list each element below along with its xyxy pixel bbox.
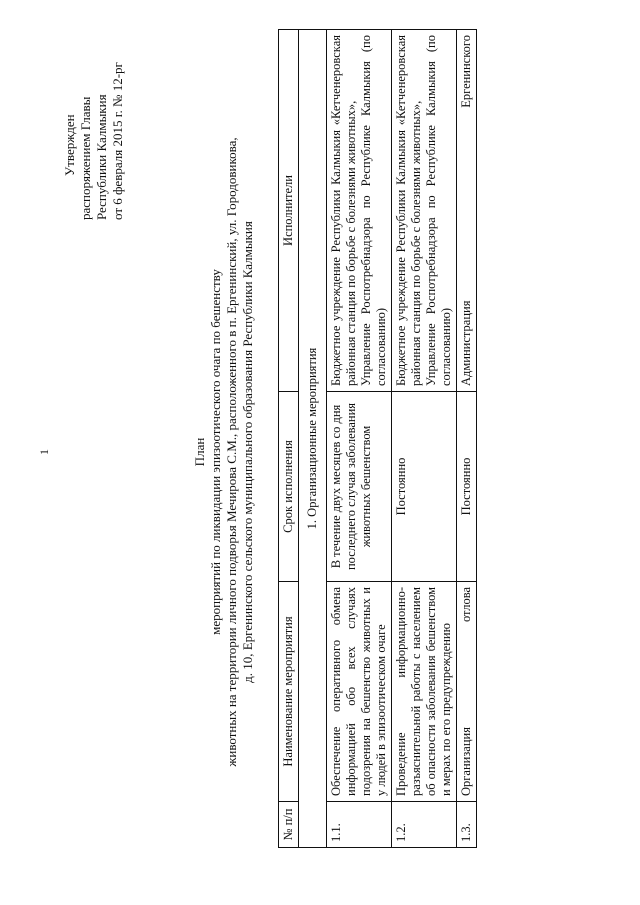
executor: Администрация Ергенинского [459,35,473,386]
heading-line: д. 10, Ергенинского сельского муниципального образования Республики Калмыкия [240,221,255,683]
document-heading [192,12,256,892]
document-sheet [40,12,600,892]
row-num: 1.2. [392,802,457,848]
executor: Бюджетное учреждение Республики Калмыкия «Кетченеровская районная станция по борьбе с болезнями животных», [394,35,423,386]
row-executors [392,30,457,392]
row-executors [457,30,477,392]
table-header-row [279,30,299,848]
approval-line: Утвержден [62,114,77,176]
header-name: Наименование мероприятия [279,582,299,802]
table-row [457,30,477,848]
header-term: Срок исполнения [279,392,299,582]
heading-line: мероприятий по ликвидации эпизоотического очага по бешенству [208,269,223,635]
approval-stamp [62,30,126,220]
row-name: Обеспечение оперативного обмена информацией обо всех случаях подозрения на бешенство животных и у людей в эпизоотическом очаге [327,582,392,802]
document-title: План [192,437,207,467]
approval-line: от 6 февраля 2015 г. № 12-рг [110,62,125,220]
row-num: 1.3. [457,802,477,848]
plan-table [278,29,477,848]
heading-line: животных на территории личного подворья Мечирова С.М., расположенного в п. Ергенинский, ул. Городовикова, [224,137,239,767]
row-term: В течение двух месяцев со дня последнего случая заболевания животных бешенством [327,392,392,582]
table-row [392,30,457,848]
section-row [299,30,327,848]
executor: Управление Роспотребнадзора по Республике Калмыкия (по согласованию) [424,35,453,386]
row-term: Постоянно [392,392,457,582]
page-number: 1 [37,449,51,455]
executor: Бюджетное учреждение Республики Калмыкия «Кетченеровская районная станция по борьбе с болезнями животных», [329,35,358,386]
row-term: Постоянно [457,392,477,582]
executor: Управление Роспотребнадзора по Республике Калмыкия (по согласованию) [359,35,388,386]
section-title: 1. Организационные мероприятия [299,30,327,848]
header-num: № п/п [279,802,299,848]
header-executors: Исполнители [279,30,299,392]
row-executors [327,30,392,392]
row-name: Проведение информационно-разъяснительной работы с населением об опасности заболевания бешенством и мерах по его предупреждению [392,582,457,802]
row-name: Организация отлова [457,582,477,802]
row-num: 1.1. [327,802,392,848]
approval-line: Республики Калмыкия [94,94,109,220]
approval-line: распоряжением Главы [78,96,93,220]
table-row [327,30,392,848]
